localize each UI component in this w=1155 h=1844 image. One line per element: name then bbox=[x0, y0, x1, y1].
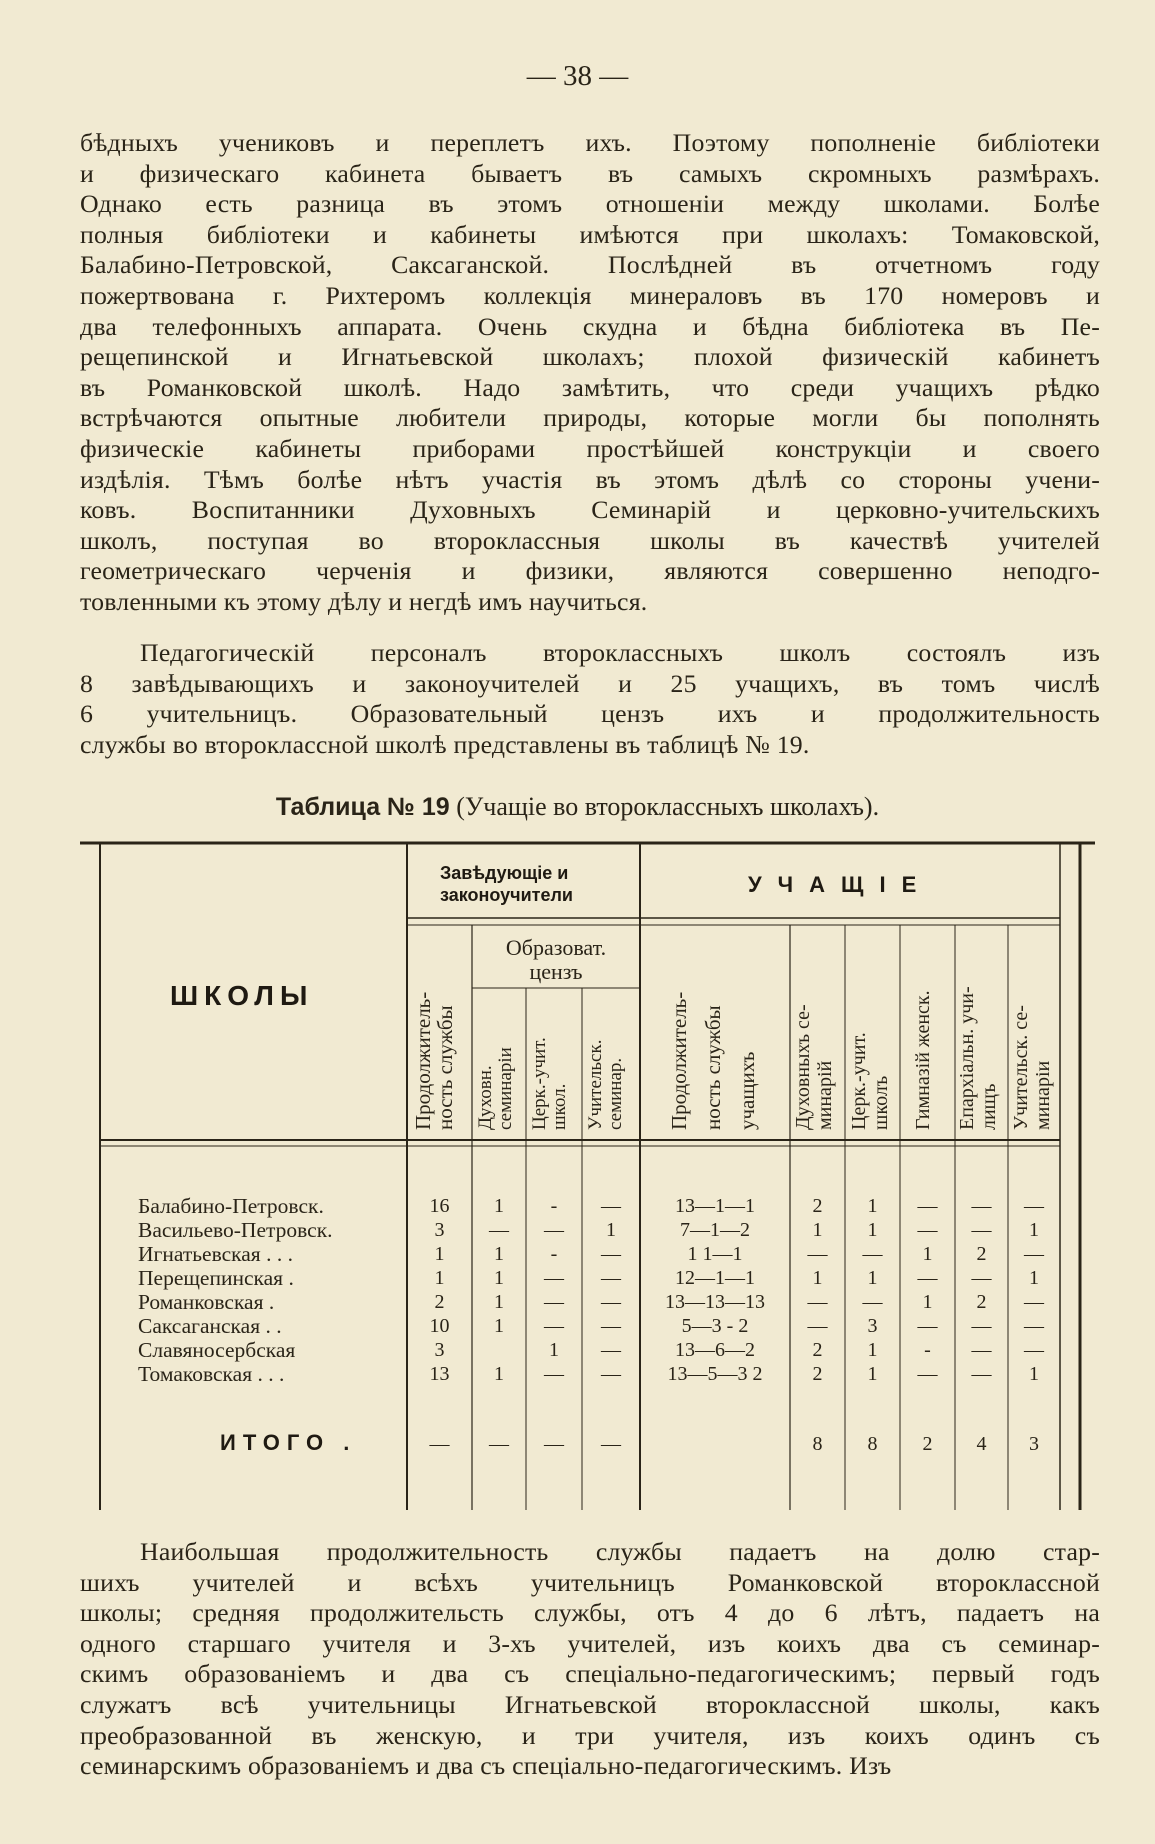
table-cell: 1 bbox=[494, 1267, 504, 1289]
text-line: два телефонныхъ аппарата. Очень скудна и бѣдна библіотека въ Пе- bbox=[80, 311, 1100, 341]
table-cell: — bbox=[601, 1267, 621, 1289]
table-cell: 1 bbox=[494, 1195, 504, 1217]
table-caption bbox=[0, 792, 1155, 822]
table-cell: 2 bbox=[976, 1291, 987, 1313]
text-line: встрѣчаются опытные любители природы, которые могли бы пополнять bbox=[80, 403, 1100, 433]
header-g1-church-school: Церк.-учит. школ. bbox=[529, 1037, 570, 1130]
table-cell: 2 bbox=[434, 1291, 445, 1313]
table-cell: — bbox=[917, 1363, 938, 1385]
school-name: Славяносербская bbox=[138, 1338, 296, 1362]
header-g2-spiritual-seminary: Духовныхъ се- минарій bbox=[792, 1004, 836, 1130]
table-cell: — bbox=[917, 1195, 938, 1217]
table-cell: 13—5—3 2 bbox=[667, 1363, 763, 1385]
header-g1-cenz: Образоват. цензъ bbox=[505, 935, 607, 984]
text-line: физическіе кабинеты приборами простѣйшей конструкціи и своего bbox=[80, 433, 1100, 463]
table-cell: 1 bbox=[922, 1291, 933, 1313]
paragraph-2 bbox=[80, 638, 1100, 760]
table-cell: 1 bbox=[812, 1219, 823, 1241]
text-line: семинарскимъ образованіемъ и два съ спеціально-педагогическимъ. Изъ bbox=[80, 1751, 892, 1781]
table-cell: 1 bbox=[867, 1195, 878, 1217]
text-line: служатъ всѣ учительницы Игнатьевской второклассной школы, какъ bbox=[80, 1689, 1100, 1719]
table-caption-text: (Учащіе во второклассныхъ школахъ). bbox=[456, 792, 880, 821]
table-cell: — bbox=[1024, 1291, 1044, 1313]
table-cell: 2 bbox=[812, 1363, 823, 1385]
total-cell: 4 bbox=[976, 1433, 987, 1455]
table-cell: — bbox=[971, 1339, 992, 1361]
table-cell: — bbox=[544, 1315, 564, 1337]
table-cell: 13—1—1 bbox=[675, 1195, 755, 1217]
total-cell: 8 bbox=[867, 1433, 878, 1455]
table-cell: 3 bbox=[434, 1339, 445, 1361]
text-line: школы; средняя продолжительсть службы, отъ 4 до 6 лѣтъ, падаетъ на bbox=[80, 1598, 1100, 1628]
text-line: и физическаго кабинета бываетъ въ самыхъ скромныхъ размѣрахъ. bbox=[80, 158, 1100, 188]
text-line: скимъ образованіемъ и два съ спеціально-педагогическимъ; первый годъ bbox=[80, 1659, 1100, 1689]
table-cell: 16 bbox=[429, 1195, 450, 1217]
table-cell: — bbox=[807, 1315, 828, 1337]
table-cell: 1 bbox=[434, 1267, 445, 1289]
table-cell: — bbox=[544, 1219, 564, 1241]
text-line: полныя библіотеки и кабинеты имѣются при школахъ: Томаковской, bbox=[80, 219, 1100, 249]
text-line: Педагогическій персоналъ второклассныхъ школъ состоялъ изъ bbox=[140, 638, 1100, 667]
table-cell: — bbox=[544, 1291, 564, 1313]
paragraph-3 bbox=[80, 1537, 1100, 1782]
table-cell: — bbox=[917, 1267, 938, 1289]
table-cell: — bbox=[601, 1339, 621, 1361]
school-name: Саксаганская . . bbox=[138, 1314, 282, 1338]
text-line: ковъ. Воспитанники Духовныхъ Семинарій и церковно-учительскихъ bbox=[80, 495, 1100, 525]
total-cell: 3 bbox=[1029, 1433, 1039, 1455]
table-cell: — bbox=[601, 1243, 621, 1265]
table-cell: 1 bbox=[434, 1243, 445, 1265]
table-cell: — bbox=[917, 1315, 938, 1337]
text-line: 6 учительницъ. Образовательный цензъ ихъ и продолжительность bbox=[80, 699, 1100, 729]
table-cell: 1 1—1 bbox=[687, 1243, 743, 1265]
table-cell: — bbox=[601, 1363, 621, 1385]
table-cell: 1 bbox=[494, 1243, 504, 1265]
table-cell: 1 bbox=[867, 1363, 878, 1385]
table-cell: 1 bbox=[549, 1339, 559, 1361]
text-line: преобразованной въ женскую, и три учителя, изъ коихъ одинъ съ bbox=[80, 1720, 1100, 1750]
table-cell: 2 bbox=[976, 1243, 987, 1265]
text-line: пожертвована г. Рихтеромъ коллекція минераловъ въ 170 номеровъ и bbox=[80, 280, 1100, 310]
table-cell: — bbox=[1024, 1243, 1044, 1265]
header-group2: УЧАЩІЕ bbox=[748, 872, 933, 897]
text-line: бѣдныхъ учениковъ и переплетъ ихъ. Поэтому пополненіе библіотеки bbox=[80, 128, 1100, 157]
header-g1-seminary: Духовн. семинаріи bbox=[475, 1047, 516, 1130]
header-g2-teacher-seminary: Учительск. се- минаріи bbox=[1010, 1005, 1054, 1130]
table-cell: - bbox=[550, 1243, 558, 1265]
text-line: 8 завѣдывающихъ и законоучителей и 25 учащихъ, въ томъ числѣ bbox=[80, 668, 1100, 698]
table-cell: 1 bbox=[494, 1291, 504, 1313]
page-number: — 38 — bbox=[526, 60, 629, 92]
header-group1: Завѣдующіе и законоучители bbox=[440, 863, 573, 905]
table-cell: 13 bbox=[429, 1363, 450, 1385]
table-19 bbox=[80, 840, 1100, 1516]
paragraph-1 bbox=[80, 128, 1100, 618]
header-g2-gymnasium: Гимназій женск. bbox=[912, 990, 934, 1130]
table-cell: 1 bbox=[494, 1363, 504, 1385]
table-cell: 3 bbox=[434, 1219, 445, 1241]
text-line: Наибольшая продолжительность службы падаетъ на долю стар- bbox=[140, 1537, 1100, 1566]
table-cell: 7—1—2 bbox=[680, 1219, 750, 1241]
total-cell: — bbox=[544, 1433, 564, 1455]
text-line: рещепинской и Игнатьевской школахъ; плохой физическій кабинетъ bbox=[80, 342, 1100, 372]
school-name: Томаковская . . . bbox=[138, 1362, 285, 1386]
table-cell: 1 bbox=[922, 1243, 933, 1265]
table-cell: 5—3 - 2 bbox=[681, 1315, 749, 1337]
table-cell: 1 bbox=[1029, 1219, 1039, 1241]
table-cell: — bbox=[807, 1291, 828, 1313]
school-name: Васильево-Петровск. bbox=[138, 1218, 333, 1242]
total-cell: — bbox=[429, 1433, 450, 1455]
table-cell: — bbox=[489, 1219, 509, 1241]
table-cell: 12—1—1 bbox=[675, 1267, 755, 1289]
table-cell: — bbox=[544, 1363, 564, 1385]
text-line: одного старшаго учителя и 3-хъ учителей, изъ коихъ два съ семинар- bbox=[80, 1628, 1100, 1658]
text-line: Однако есть разница въ этомъ отношеніи между школами. Болѣе bbox=[80, 189, 1100, 219]
table-cell: 13—6—2 bbox=[675, 1339, 755, 1361]
table-cell: — bbox=[1024, 1315, 1044, 1337]
total-cell: — bbox=[489, 1433, 509, 1455]
table-cell: — bbox=[1024, 1339, 1044, 1361]
text-line: школъ, поступая во второклассныя школы въ качествѣ учителей bbox=[80, 525, 1100, 555]
table-cell: — bbox=[971, 1219, 992, 1241]
table-caption-number: Таблица № 19 bbox=[275, 793, 450, 821]
table-cell: 1 bbox=[867, 1219, 878, 1241]
school-name: Игнатьевская . . . bbox=[138, 1242, 293, 1266]
table-cell: — bbox=[862, 1291, 883, 1313]
school-name: Романковская . bbox=[138, 1290, 275, 1314]
table-cell: — bbox=[862, 1243, 883, 1265]
total-cell: — bbox=[601, 1433, 621, 1455]
table-cell: — bbox=[971, 1315, 992, 1337]
table-cell: 1 bbox=[867, 1267, 878, 1289]
table-cell: - bbox=[924, 1339, 931, 1361]
table-cell: — bbox=[544, 1267, 564, 1289]
table-cell: - bbox=[550, 1195, 558, 1217]
table-cell: — bbox=[601, 1315, 621, 1337]
text-line: товленными къ этому дѣлу и негдѣ имъ научиться. bbox=[80, 586, 648, 616]
table-cell: — bbox=[601, 1195, 621, 1217]
header-g2-diocesan-school: Епархіальн. учи- лищъ bbox=[956, 986, 1000, 1130]
header-g2-church-school: Церк.-учит. школъ bbox=[848, 1032, 892, 1130]
table-cell: 3 bbox=[867, 1315, 878, 1337]
table-cell: 1 bbox=[494, 1315, 504, 1337]
table-cell: — bbox=[971, 1195, 992, 1217]
text-line: въ Романковской школѣ. Надо замѣтить, что среди учащихъ рѣдко bbox=[80, 372, 1100, 402]
text-line: службы во второклассной школѣ представлены въ таблицѣ № 19. bbox=[80, 729, 810, 759]
table-cell: 2 bbox=[812, 1339, 823, 1361]
header-g1-teacher-seminary: Учительск. семинар. bbox=[585, 1039, 626, 1130]
table-cell: 1 bbox=[812, 1267, 823, 1289]
table-cell: 1 bbox=[606, 1219, 616, 1241]
text-line: издѣлія. Тѣмъ болѣе нѣтъ участія въ этомъ дѣлѣ со стороны учени- bbox=[80, 464, 1100, 494]
table-cell: — bbox=[971, 1267, 992, 1289]
text-line: Балабино-Петровской, Саксаганской. Послѣдней въ отчетномъ году bbox=[80, 250, 1100, 280]
table-cell: — bbox=[917, 1219, 938, 1241]
school-name: Перещепинская . bbox=[138, 1266, 294, 1290]
header-schools: ШКОЛЫ bbox=[170, 980, 314, 1011]
table-cell: 1 bbox=[867, 1339, 878, 1361]
table-cell: 1 bbox=[1029, 1267, 1039, 1289]
header-g1-duration: Продолжитель- ность службы bbox=[411, 991, 457, 1130]
total-cell: 8 bbox=[812, 1433, 823, 1455]
table-cell: — bbox=[1024, 1195, 1044, 1217]
header-g2-duration: Продолжитель- ность службы учащихъ bbox=[667, 991, 759, 1130]
table-cell: 2 bbox=[812, 1195, 823, 1217]
total-label: ИТОГО . bbox=[220, 1430, 357, 1455]
table-cell: 1 bbox=[1029, 1363, 1039, 1385]
school-name: Балабино-Петровск. bbox=[138, 1194, 324, 1218]
text-line: шихъ учителей и всѣхъ учительницъ Романковской второклассной bbox=[80, 1567, 1100, 1597]
table-cell: — bbox=[807, 1243, 828, 1265]
total-cell: 2 bbox=[922, 1433, 933, 1455]
table-cell: 10 bbox=[429, 1315, 450, 1337]
table-cell: — bbox=[971, 1363, 992, 1385]
table-cell: 13—13—13 bbox=[665, 1291, 765, 1313]
text-line: геометрическаго черченія и физики, являются совершенно неподго- bbox=[80, 556, 1100, 586]
table-cell: — bbox=[601, 1291, 621, 1313]
